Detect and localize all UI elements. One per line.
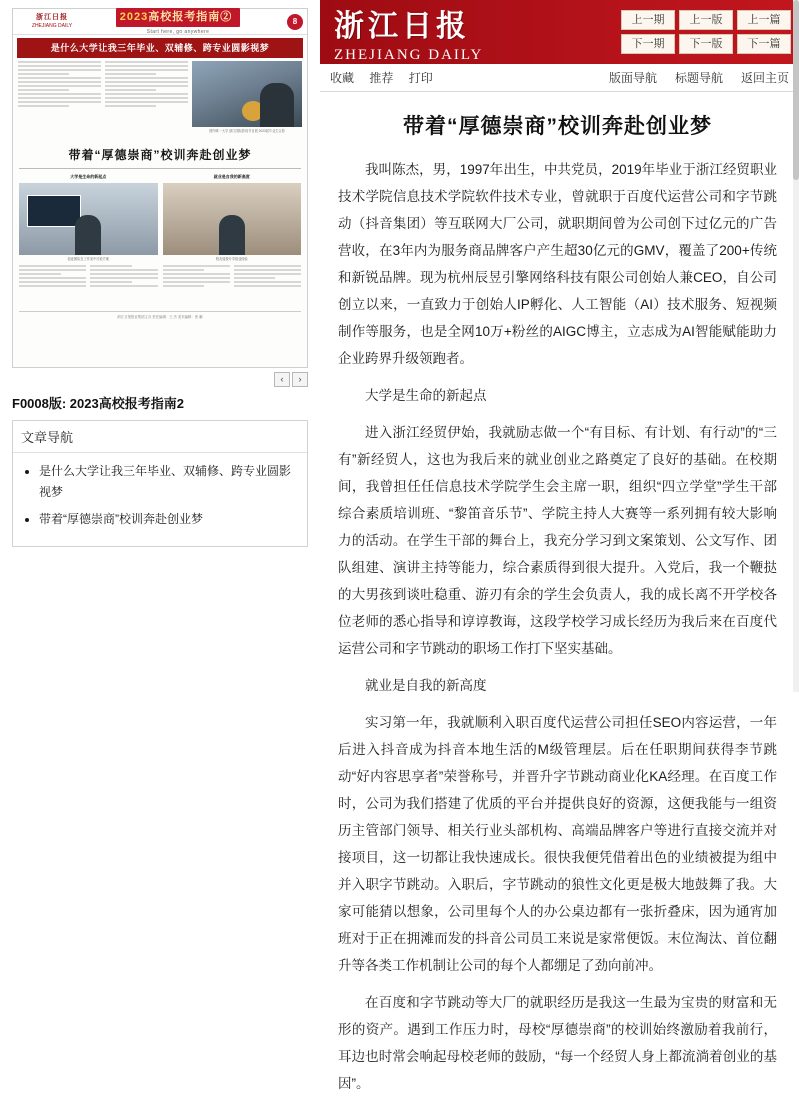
next-issue-button[interactable]: 下一期 [621, 34, 675, 54]
article-guide-title: 文章导航 [13, 421, 307, 453]
thumbnail-banner-suffix: ② [220, 10, 233, 23]
thumbnail-banner-main: 高校报考指南 [148, 10, 221, 23]
thumbnail-top-photo-caption: 国内唯一大学 浙江国际影视节目展 2023届毕业生合影 [209, 129, 285, 134]
prev-issue-button[interactable]: 上一期 [621, 10, 675, 30]
thumbnail-lower-right-image [163, 183, 302, 255]
thumbnail-lower-body [13, 174, 307, 305]
thumbnail-lower-right [163, 174, 302, 305]
thumbnail-lower-left-title: 大学是生命的新起点 [70, 174, 107, 180]
thumbnail-banner-title [116, 8, 240, 27]
article-subheading-2: 就业是自我的新高度 [365, 678, 487, 693]
thumbnail-lower-left-image [19, 183, 158, 255]
article-paragraph-3: 实习第一年，我就顺利入职百度代运营公司担任SEO内容运营，一年后进入抖音成为抖音本地生活的M级管理层。后在任职期间获得李节跳动“好内容思享者”荣誉称号，并晋升字节跳动商业化KA经理。在百度工作时，公司为我们搭建了优质的平台并提供良好的资源，这便我能与一组资历主管部门领导、相关行业头部机构、高端品牌客户等进行直接交流并对接项目，这一切都让我快速成长。很快我便凭借着出色的业绩被提为组中并入职字节跳动。入职后，字节跳动的狼性文化更是极大地鼓舞了我。大家可能猜以想象，公司里每个人的办公桌边都有一张折叠床，因为通宵加班对于正在拥滩而发的抖音公司员工来说是家常便饭。末位淘汰、首位翻升等各类工作机制让公司的每个人都绷足了劲向前冲。 [338, 715, 777, 973]
thumbnail-banner [87, 8, 269, 36]
thumbnail-page-number-area [269, 14, 303, 30]
thumbnail-lower-left-text [19, 265, 158, 305]
left-panel [0, 0, 320, 692]
thumbnail-divider [19, 168, 301, 169]
thumbnail-top-photo-wrap [192, 61, 302, 139]
thumbnail-masthead-logo-en: ZHEJIANG DAILY [31, 22, 73, 29]
toolbar-right-actions [609, 69, 789, 86]
site-masthead [320, 0, 799, 64]
right-panel [320, 0, 799, 1091]
thumbnail-top-photo [192, 61, 302, 127]
article-guide-item-1[interactable]: • 是什么大学让我三年毕业、双辅修、跨专业圆影视梦 [39, 461, 299, 503]
thumbnail-nav [12, 372, 308, 387]
thumbnail-next-button[interactable]: › [292, 372, 308, 387]
toolbar-left-actions [330, 69, 445, 86]
thumbnail-masthead-logo-cn: 浙江日报 [36, 14, 68, 21]
thumbnail-top-body [13, 61, 307, 139]
thumbnail-footer-text: 浙江日报报业集团主办 责任编辑：王 杰 美术编辑：张 鹏 [117, 315, 203, 320]
article-toolbar [320, 64, 799, 92]
layout-nav-button[interactable]: 版面导航 [608, 71, 657, 85]
thumbnail-masthead-logo [17, 14, 87, 29]
site-logo-cn: 浙江日报 [334, 9, 470, 43]
thumbnail-section-title: 带着“厚德崇商”校训奔赴创业梦 [68, 148, 252, 163]
thumbnail-masthead [13, 9, 307, 35]
recommend-button[interactable]: 推荐 [369, 71, 394, 85]
newspaper-page-thumbnail[interactable] [12, 8, 308, 368]
home-button[interactable]: 返回主页 [740, 71, 789, 85]
article-subheading-1: 大学是生命的新起点 [365, 388, 487, 403]
article-guide-item-2[interactable]: • 带着“厚德崇商”校训奔赴创业梦 [39, 509, 299, 530]
thumbnail-top-text [18, 61, 188, 139]
print-button[interactable]: 打印 [408, 71, 433, 85]
thumbnail-banner-subtitle: Start here, go anywhere [146, 28, 210, 35]
site-logo-en: ZHEJIANG DAILY [334, 46, 484, 63]
article-paragraph-2: 进入浙江经贸伊始，我就励志做一个“有目标、有计划、有行动”的“三有”新经贸人，这也为我后来的就业创业之路奠定了良好的基础。在校期间，我曾担任任信息技术学院学生会主席一职，组织“四立学堂”学生干部综合素质培训班、“黎笛音乐节”、学院主持人大赛等一系列拥有较大影响力的活动。在学生干部的舞台上，我充分学习到文案策划、公文写作、团队组建、演讲主持等能力，综合素质得到很大提升。入党后，我一个鞭挞的大男孩到谈吐稳重、游刃有余的学生会负责人，我的成长离不开学校各位老师的悉心指导和谆谆教诲，这段学校学习成长经历为我后来在百度代运营公司和字节跳动的职场工作打下坚实基础。 [338, 425, 777, 656]
headline-nav-button[interactable]: 标题导航 [674, 71, 723, 85]
article-paragraph-4: 在百度和字节跳动等大厂的就职经历是我这一生最为宝贵的财富和无形的资产。遇到工作压力时，母校“厚德崇商”的校训始终激励着我前行，耳边也时常会响起母校老师的鼓励，“每一个经贸人身上都流淌着创业的基因”。 [338, 995, 777, 1091]
prev-page-button[interactable]: 上一版 [679, 10, 733, 30]
thumbnail-lower-left [19, 174, 158, 305]
page-scrollbar[interactable] [793, 0, 799, 692]
thumbnail-headline: 是什么大学让我三年毕业、双辅修、跨专业圆影视梦 [17, 38, 303, 58]
article-guide-panel [12, 420, 308, 547]
article-guide-list [13, 453, 307, 546]
next-page-button[interactable]: 下一版 [679, 34, 733, 54]
thumbnail-lower-right-text [163, 265, 302, 305]
site-logo[interactable] [334, 1, 483, 64]
thumbnail-footer-divider [19, 311, 301, 312]
page-edition-label: F0008版: 2023高校报考指南2 [12, 396, 184, 411]
next-article-button[interactable]: 下一篇 [737, 34, 791, 54]
article-content [320, 92, 799, 1091]
prev-article-button[interactable]: 上一篇 [737, 10, 791, 30]
thumbnail-lower-right-caption: 校友返校分享创业经验 [215, 256, 248, 261]
thumbnail-lower-left-caption: 创业团队在工作室中讨论方案 [67, 256, 109, 261]
masthead-nav-buttons [621, 10, 791, 54]
thumbnail-banner-year: 2023 [119, 10, 149, 23]
thumbnail-lower-right-title: 就业是自我的新高度 [213, 174, 250, 180]
thumbnail-page-badge: 8 [287, 14, 303, 30]
article-paragraph-1: 我叫陈杰，男，1997年出生，中共党员，2019年毕业于浙江经贸职业技术学院信息技术学院软件技术专业，曾就职于百度代运营公司和字节跳动（抖音集团）等互联网大厂公司，就职期间曾为公司创下过亿元的广告营收，在3年内为服务商品牌客户产生超30亿元的GMV，覆盖了200+传统和新锐品牌。现为杭州辰昱引擎网络科技有限公司创始人兼CEO，自公司创立以来，一直致力于创始人IP孵化、人工智能（AI）技术服务、短视频制作等服务，也是全网10万+粉丝的AIGC博主，立志成为AI智能赋能助力企业跨界升级领跑者。 [338, 162, 777, 366]
favorite-button[interactable]: 收藏 [330, 71, 355, 85]
article-title: 带着“厚德崇商”校训奔赴创业梦 [403, 115, 712, 138]
page-scrollbar-thumb[interactable] [793, 0, 799, 180]
thumbnail-prev-button[interactable]: ‹ [274, 372, 290, 387]
